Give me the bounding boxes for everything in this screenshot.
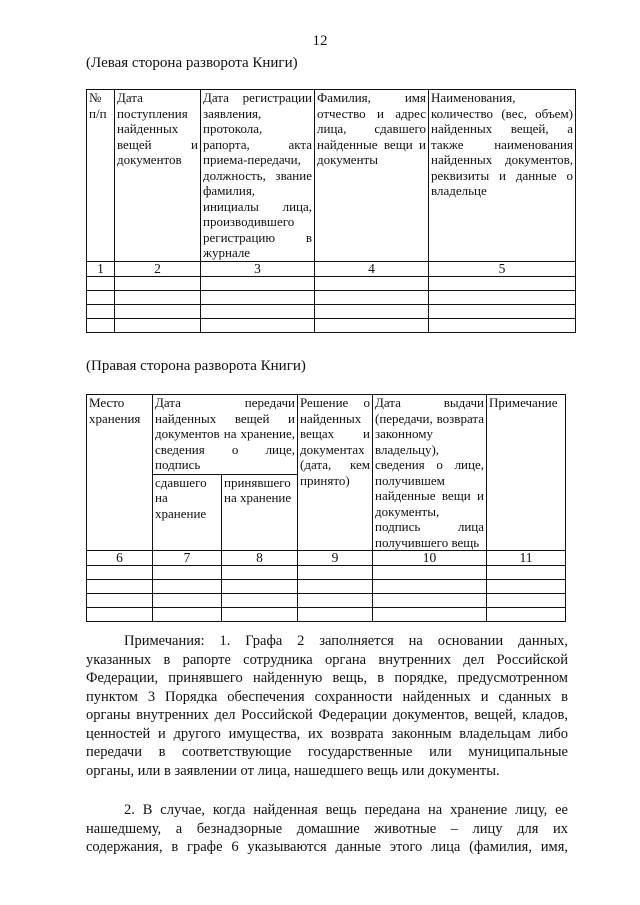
- note-line: содержания, в графе 6 указываются данные этого лица (фамилия, имя,: [86, 839, 568, 855]
- empty-row: [87, 580, 566, 594]
- note-line: передачи в соответствующие государственные или муниципальные: [86, 744, 568, 760]
- header-cell-accepted: принявшего на хранение: [222, 474, 298, 550]
- header-cell-number: № п/п: [87, 90, 115, 262]
- note-line: пунктом 3 Порядка обеспечения сохранности найденных и сданных в: [86, 688, 568, 705]
- right-side-heading: (Правая сторона разворота Книги): [86, 358, 306, 374]
- header-row: [87, 395, 566, 475]
- header-cell-issue: Дата выдачи (передачи, возврата законному владельцу), сведения о лице, получившем найденные вещи и документы, подпись лица получившего вещь: [373, 395, 487, 551]
- empty-row: [87, 318, 576, 332]
- note-line: указанных в рапорте сотрудника органа внутренних дел Российской: [86, 651, 568, 668]
- page-number: 12: [312, 33, 328, 49]
- column-number: 9: [298, 551, 373, 566]
- left-side-table: [86, 89, 576, 333]
- column-number: 10: [373, 551, 487, 566]
- header-cell-storage-place: Место хранения: [87, 395, 153, 551]
- header-cell-transfer: Дата передачи найденных вещей и документов на хранение, сведения о лице, подпись: [153, 395, 298, 475]
- column-number: 5: [429, 261, 576, 276]
- column-number: 7: [153, 551, 222, 566]
- header-cell-decision: Решение о найденных вещах и документах (дата, кем принято): [298, 395, 373, 551]
- note-line: Федерации, принявшего найденную вещь, в порядке, предусмотренном: [86, 670, 568, 686]
- empty-row: [87, 566, 566, 580]
- note-2-paragraph: [86, 801, 568, 857]
- note-line: Примечания: 1. Графа 2 заполняется на основании данных,: [124, 633, 568, 649]
- header-cell-handed-over: сдавшего на хранение: [153, 474, 222, 550]
- empty-row: [87, 594, 566, 608]
- note-line: органы, или в заявлении от лица, нашедшего вещь или документы.: [86, 762, 500, 779]
- header-cell-receipt-date: Дата поступления найденных вещей и документов: [115, 90, 201, 262]
- empty-row: [87, 304, 576, 318]
- column-number: 1: [87, 261, 115, 276]
- column-number: 8: [222, 551, 298, 566]
- column-number: 11: [487, 551, 566, 566]
- column-number-row: [87, 551, 566, 566]
- column-number: 6: [87, 551, 153, 566]
- empty-row: [87, 276, 576, 290]
- note-line: органы внутренних дел Российской Федерации документов, вещей, кладов,: [86, 707, 568, 723]
- left-side-heading: (Левая сторона разворота Книги): [86, 55, 298, 71]
- empty-row: [87, 608, 566, 622]
- header-cell-items: Наименования, количество (вес, объем) найденных вещей, а также наименования найденных документов, реквизиты и данные о владельце: [429, 90, 576, 262]
- note-line: ценностей и другого имущества, их возврата законным владельцам либо: [86, 725, 568, 742]
- empty-row: [87, 290, 576, 304]
- column-number-row: [87, 261, 576, 276]
- column-number: 2: [115, 261, 201, 276]
- header-cell-registration: Дата регистрации заявления, протокола, рапорта, акта приема-передачи, должность, звание фамилия, инициалы лица, производившего регистрацию в журнале: [201, 90, 315, 262]
- right-side-table: [86, 394, 566, 622]
- header-cell-note: Примечание: [487, 395, 566, 551]
- note-line: 2. В случае, когда найденная вещь передана на хранение лицу, ее: [124, 802, 568, 818]
- column-number: 4: [315, 261, 429, 276]
- column-number: 3: [201, 261, 315, 276]
- header-cell-submitter: Фамилия, имя отчество и адрес лица, сдавшего найденные вещи и документы: [315, 90, 429, 262]
- note-1-paragraph: [86, 632, 568, 780]
- header-row: [87, 90, 576, 262]
- note-line: нашедшему, а безнадзорные домашние животные – лицу для их: [86, 820, 568, 837]
